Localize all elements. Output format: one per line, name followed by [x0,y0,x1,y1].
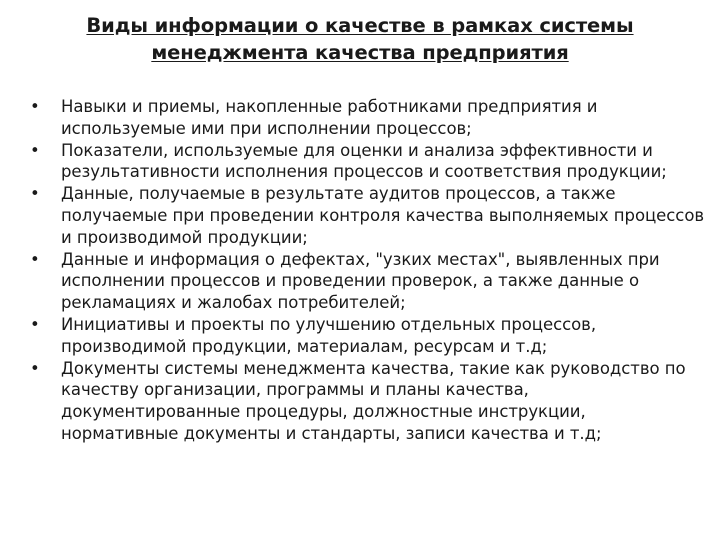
slide-title [40,12,680,66]
bullet-marker: • [30,184,40,204]
bullet-text: Документы системы менеджмента качества, такие как руководство по качеству организации, программы и планы качества, документированные процедуры, должностные инструкции, нормативные документы и стандарты, записи качества и т.д; [61,358,686,443]
bullet-list [30,96,706,445]
bullet-item-indicators [30,140,706,184]
bullet-item-qms-documents [30,358,706,445]
bullet-marker: • [30,314,40,334]
bullet-marker: • [30,249,40,269]
slide-title-line-2: менеджмента качества предприятия [151,41,569,64]
bullet-item-initiatives [30,314,706,358]
slide-title-line-1: Виды информации о качестве в рамках системы [86,14,634,37]
bullet-marker: • [30,358,40,378]
bullet-item-defect-data [30,249,706,314]
bullet-text: Навыки и приемы, накопленные работниками предприятия и используемые ими при исполнении процессов; [61,97,598,138]
bullet-text: Данные, получаемые в результате аудитов процессов, а также получаемые при проведении контроля качества выполняемых процессов и производимой продукции; [61,184,705,247]
bullet-text: Показатели, используемые для оценки и анализа эффективности и результативности исполнения процессов и соответствия продукции; [61,140,667,182]
bullet-text: Инициативы и проекты по улучшению отдельных процессов, производимой продукции, материалам, ресурсам и т.д; [61,314,597,356]
bullet-text: Данные и информация о дефектах, "узких местах", выявленных при исполнении процессов и проведении проверок, а также данные о рекламациях и жалобах потребителей; [61,249,660,313]
bullet-item-audit-data [30,183,706,248]
bullet-item-skills [30,96,706,140]
bullet-marker: • [30,97,40,116]
bullet-marker: • [30,140,40,160]
